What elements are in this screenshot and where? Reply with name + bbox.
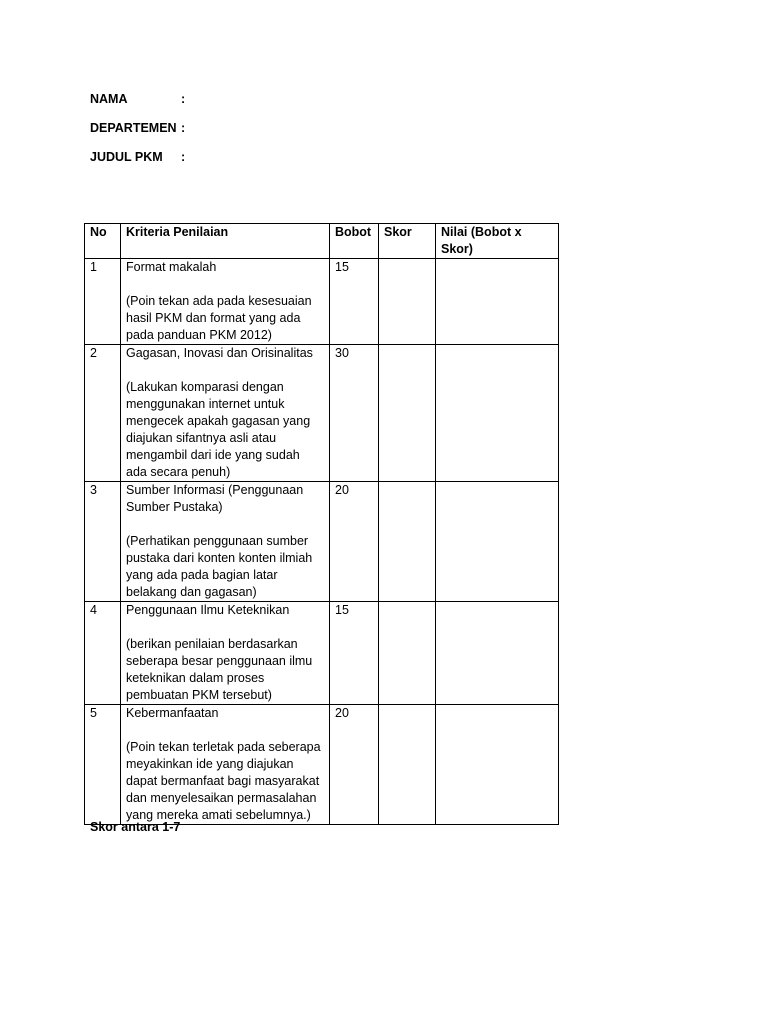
field-nama-colon: : xyxy=(181,92,186,106)
table-row xyxy=(85,259,559,345)
row-kriteria xyxy=(121,602,330,705)
row-bobot: 30 xyxy=(330,345,379,482)
kriteria-note: (Poin tekan terletak pada seberapa meyakinkan ide yang diajukan dapat bermanfaat bagi masyarakat dan menyelesaikan permasalahan yang mereka amati sebelumnya.) xyxy=(126,740,321,822)
field-departemen-label: DEPARTEMEN xyxy=(90,121,177,135)
row-skor[interactable] xyxy=(379,482,436,602)
row-no: 5 xyxy=(85,705,121,825)
row-nilai[interactable] xyxy=(436,259,559,345)
row-skor[interactable] xyxy=(379,345,436,482)
table-row xyxy=(85,602,559,705)
kriteria-note: (Lakukan komparasi dengan menggunakan internet untuk mengecek apakah gagasan yang diajukan sifantnya asli atau mengambil dari ide yang sudah ada secara penuh) xyxy=(126,380,311,479)
row-kriteria xyxy=(121,705,330,825)
row-skor[interactable] xyxy=(379,705,436,825)
field-departemen-colon: : xyxy=(181,121,186,135)
table-row xyxy=(85,482,559,602)
field-nama-label: NAMA xyxy=(90,92,128,106)
scoring-table xyxy=(84,223,559,825)
table-row xyxy=(85,345,559,482)
kriteria-title: Penggunaan Ilmu Keteknikan xyxy=(126,603,290,617)
row-nilai[interactable] xyxy=(436,482,559,602)
header-skor: Skor xyxy=(379,224,436,259)
row-skor[interactable] xyxy=(379,602,436,705)
row-kriteria xyxy=(121,345,330,482)
row-nilai[interactable] xyxy=(436,602,559,705)
field-judul-pkm-colon: : xyxy=(181,150,186,164)
header-nilai: Nilai (Bobot x Skor) xyxy=(436,224,559,259)
row-no: 2 xyxy=(85,345,121,482)
row-kriteria xyxy=(121,482,330,602)
row-bobot: 15 xyxy=(330,259,379,345)
field-judul-pkm-label: JUDUL PKM xyxy=(90,150,163,164)
kriteria-title: Gagasan, Inovasi dan Orisinalitas xyxy=(126,346,313,360)
row-bobot: 20 xyxy=(330,705,379,825)
row-nilai[interactable] xyxy=(436,705,559,825)
row-nilai[interactable] xyxy=(436,345,559,482)
kriteria-note: (Poin tekan ada pada kesesuaian hasil PKM dan format yang ada pada panduan PKM 2012) xyxy=(126,294,312,342)
header-bobot: Bobot xyxy=(330,224,379,259)
row-no: 3 xyxy=(85,482,121,602)
kriteria-title: Kebermanfaatan xyxy=(126,706,219,720)
header-no: No xyxy=(85,224,121,259)
table-row xyxy=(85,705,559,825)
kriteria-title: Sumber Informasi (Penggunaan Sumber Pustaka) xyxy=(126,483,304,514)
row-kriteria xyxy=(121,259,330,345)
score-range-note: Skor antara 1-7 xyxy=(90,820,181,834)
kriteria-note: (Perhatikan penggunaan sumber pustaka dari konten konten ilmiah yang ada pada bagian latar belakang dan gagasan) xyxy=(126,534,313,599)
header-kriteria: Kriteria Penilaian xyxy=(121,224,330,259)
row-skor[interactable] xyxy=(379,259,436,345)
kriteria-note: (berikan penilaian berdasarkan seberapa besar penggunaan ilmu keteknikan dalam proses pembuatan PKM tersebut) xyxy=(126,637,313,702)
row-bobot: 15 xyxy=(330,602,379,705)
row-bobot: 20 xyxy=(330,482,379,602)
kriteria-title: Format makalah xyxy=(126,260,217,274)
table-header-row xyxy=(85,224,559,259)
row-no: 4 xyxy=(85,602,121,705)
row-no: 1 xyxy=(85,259,121,345)
